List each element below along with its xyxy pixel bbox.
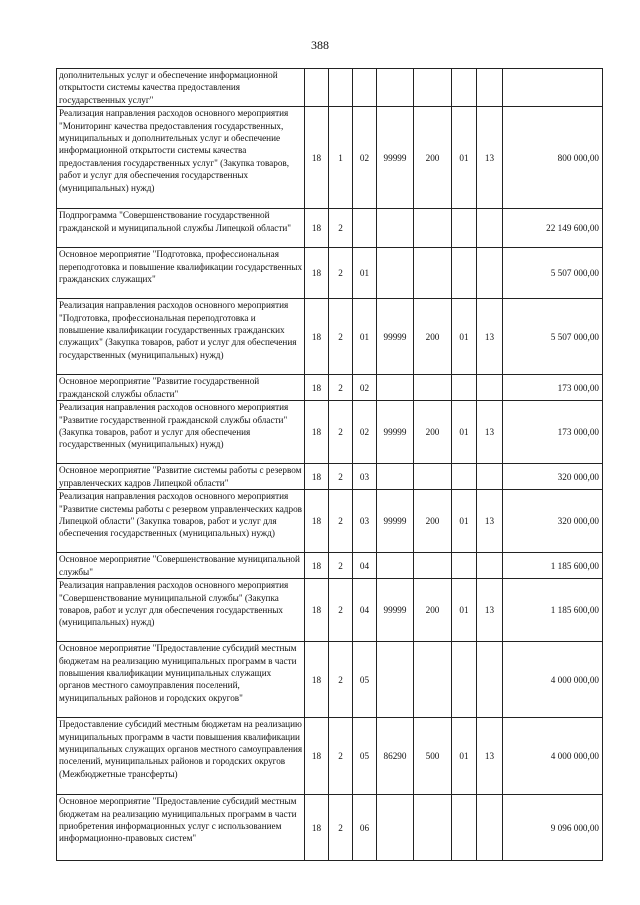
code-col-5: [414, 795, 452, 861]
row-name: Реализация направления расходов основного мероприятия "Развитие системы работы с резервом управленческих кадров Липецкой области" (Закупка товаров, работ и услуг для обеспечения государственных (муниципальных) нужд): [57, 490, 305, 553]
code-col-4: [377, 69, 414, 107]
code-col-7: [477, 375, 503, 401]
code-col-5: 200: [414, 401, 452, 464]
code-col-6: [452, 209, 477, 248]
table-row: [57, 579, 603, 642]
row-name: Реализация направления расходов основного мероприятия "Развитие государственной гражданской службы области" (Закупка товаров, работ и услуг для обеспечения государственных (муниципальных) нужд): [57, 401, 305, 464]
code-col-1: 18: [305, 375, 329, 401]
code-col-5: 200: [414, 107, 452, 209]
code-col-1: 18: [305, 299, 329, 375]
amount-cell: [503, 69, 603, 107]
code-col-5: 500: [414, 718, 452, 795]
code-col-4: [377, 553, 414, 579]
code-col-4: [377, 795, 414, 861]
code-col-4: [377, 375, 414, 401]
code-col-6: 01: [452, 718, 477, 795]
row-name: Реализация направления расходов основного мероприятия "Совершенствование муниципальной службы" (Закупка товаров, работ и услуг для обеспечения государственных (муниципальных) нужд): [57, 579, 305, 642]
code-col-7: 13: [477, 718, 503, 795]
code-col-7: 13: [477, 107, 503, 209]
code-col-3: 04: [353, 579, 377, 642]
code-col-4: 99999: [377, 401, 414, 464]
code-col-2: [329, 69, 353, 107]
code-col-2: 2: [329, 375, 353, 401]
amount-cell: 173 000,00: [503, 401, 603, 464]
amount-cell: 5 507 000,00: [503, 248, 603, 299]
code-col-3: 03: [353, 490, 377, 553]
code-col-1: 18: [305, 401, 329, 464]
code-col-6: [452, 642, 477, 718]
code-col-2: 2: [329, 795, 353, 861]
code-col-4: 99999: [377, 107, 414, 209]
row-name: Подпрограмма "Совершенствование государственной гражданской и муниципальной службы Липецкой области": [57, 209, 305, 248]
code-col-3: 06: [353, 795, 377, 861]
code-col-6: 01: [452, 490, 477, 553]
row-name: Реализация направления расходов основного мероприятия "Подготовка, профессиональная переподготовка и повышение квалификации государственных гражданских служащих" (Закупка товаров, работ и услуг для обеспечения государственных (муниципальных) нужд): [57, 299, 305, 375]
code-col-2: 2: [329, 209, 353, 248]
code-col-3: 03: [353, 464, 377, 490]
amount-cell: 320 000,00: [503, 490, 603, 553]
code-col-2: 2: [329, 718, 353, 795]
row-name: Основное мероприятие "Развитие государственной гражданской службы области": [57, 375, 305, 401]
amount-cell: 1 185 600,00: [503, 579, 603, 642]
code-col-1: 18: [305, 490, 329, 553]
code-col-4: [377, 464, 414, 490]
code-col-7: [477, 642, 503, 718]
row-name: Основное мероприятие "Подготовка, профессиональная переподготовка и повышение квалификации государственных гражданских служащих": [57, 248, 305, 299]
code-col-7: 13: [477, 401, 503, 464]
table-row: [57, 490, 603, 553]
code-col-7: [477, 69, 503, 107]
table-row: [57, 69, 603, 107]
code-col-1: 18: [305, 107, 329, 209]
code-col-7: [477, 464, 503, 490]
amount-cell: 9 096 000,00: [503, 795, 603, 861]
table-row: [57, 107, 603, 209]
amount-cell: 320 000,00: [503, 464, 603, 490]
row-name: Основное мероприятие "Предоставление субсидий местным бюджетам на реализацию муниципальных программ в части повышения квалификации муниципальных служащих органов местного самоуправления поселений, муниципальных районов и городских округов": [57, 642, 305, 718]
table-row: [57, 553, 603, 579]
code-col-7: [477, 795, 503, 861]
code-col-3: 04: [353, 553, 377, 579]
table-row: [57, 299, 603, 375]
amount-cell: 4 000 000,00: [503, 642, 603, 718]
code-col-6: 01: [452, 579, 477, 642]
code-col-1: 18: [305, 718, 329, 795]
code-col-5: 200: [414, 490, 452, 553]
code-col-4: 86290: [377, 718, 414, 795]
code-col-5: 200: [414, 579, 452, 642]
code-col-2: 2: [329, 579, 353, 642]
code-col-6: 01: [452, 299, 477, 375]
code-col-2: 2: [329, 401, 353, 464]
table-row: [57, 248, 603, 299]
budget-table: [56, 68, 603, 861]
code-col-3: 02: [353, 107, 377, 209]
code-col-6: [452, 375, 477, 401]
code-col-7: [477, 209, 503, 248]
code-col-7: [477, 248, 503, 299]
code-col-3: 05: [353, 642, 377, 718]
code-col-7: 13: [477, 299, 503, 375]
code-col-4: [377, 642, 414, 718]
code-col-5: [414, 375, 452, 401]
code-col-4: [377, 248, 414, 299]
code-col-7: 13: [477, 579, 503, 642]
code-col-3: [353, 209, 377, 248]
code-col-4: [377, 209, 414, 248]
code-col-4: 99999: [377, 299, 414, 375]
code-col-6: [452, 248, 477, 299]
code-col-1: [305, 69, 329, 107]
code-col-7: [477, 553, 503, 579]
code-col-6: 01: [452, 401, 477, 464]
row-name: Реализация направления расходов основного мероприятия "Мониторинг качества предоставления государственных, муниципальных и дополнительных услуг и обеспечение информационной открытости системы качества предоставления государственных услуг" (Закупка товаров, работ и услуг для обеспечения государственных (муниципальных) нужд): [57, 107, 305, 209]
amount-cell: 5 507 000,00: [503, 299, 603, 375]
code-col-5: [414, 209, 452, 248]
table-row: [57, 642, 603, 718]
amount-cell: 22 149 600,00: [503, 209, 603, 248]
code-col-2: 2: [329, 464, 353, 490]
code-col-3: 02: [353, 401, 377, 464]
table-row: [57, 795, 603, 861]
code-col-3: 01: [353, 299, 377, 375]
code-col-5: [414, 248, 452, 299]
amount-cell: 173 000,00: [503, 375, 603, 401]
code-col-5: [414, 464, 452, 490]
code-col-2: 2: [329, 248, 353, 299]
code-col-3: [353, 69, 377, 107]
code-col-2: 2: [329, 642, 353, 718]
table-row: [57, 375, 603, 401]
code-col-3: 01: [353, 248, 377, 299]
code-col-1: 18: [305, 464, 329, 490]
code-col-4: 99999: [377, 579, 414, 642]
code-col-7: 13: [477, 490, 503, 553]
code-col-1: 18: [305, 209, 329, 248]
row-name: Основное мероприятие "Развитие системы работы с резервом управленческих кадров Липецкой области": [57, 464, 305, 490]
code-col-4: 99999: [377, 490, 414, 553]
code-col-2: 2: [329, 490, 353, 553]
code-col-5: [414, 553, 452, 579]
row-name: Предоставление субсидий местным бюджетам на реализацию муниципальных программ в части повышения квалификации муниципальных служащих органов местного самоуправления поселений, муниципальных районов и городских округов (Межбюджетные трансферты): [57, 718, 305, 795]
code-col-5: 200: [414, 299, 452, 375]
table-row: [57, 401, 603, 464]
code-col-6: [452, 553, 477, 579]
code-col-1: 18: [305, 579, 329, 642]
code-col-2: 2: [329, 553, 353, 579]
code-col-2: 1: [329, 107, 353, 209]
row-name: дополнительных услуг и обеспечение информационной открытости системы качества предоставления государственных услуг": [57, 69, 305, 107]
code-col-1: 18: [305, 248, 329, 299]
code-col-5: [414, 642, 452, 718]
row-name: Основное мероприятие "Предоставление субсидий местным бюджетам на реализацию муниципальных программ в части приобретения информационных услуг с использованием информационно-правовых систем": [57, 795, 305, 861]
code-col-1: 18: [305, 642, 329, 718]
table-row: [57, 718, 603, 795]
code-col-1: 18: [305, 795, 329, 861]
table-row: [57, 209, 603, 248]
code-col-6: [452, 464, 477, 490]
code-col-6: [452, 795, 477, 861]
page-number: 388: [311, 38, 329, 52]
row-name: Основное мероприятие "Совершенствование муниципальной службы": [57, 553, 305, 579]
code-col-6: [452, 69, 477, 107]
amount-cell: 800 000,00: [503, 107, 603, 209]
code-col-3: 05: [353, 718, 377, 795]
amount-cell: 1 185 600,00: [503, 553, 603, 579]
amount-cell: 4 000 000,00: [503, 718, 603, 795]
code-col-6: 01: [452, 107, 477, 209]
code-col-1: 18: [305, 553, 329, 579]
code-col-2: 2: [329, 299, 353, 375]
table-row: [57, 464, 603, 490]
code-col-5: [414, 69, 452, 107]
code-col-3: 02: [353, 375, 377, 401]
